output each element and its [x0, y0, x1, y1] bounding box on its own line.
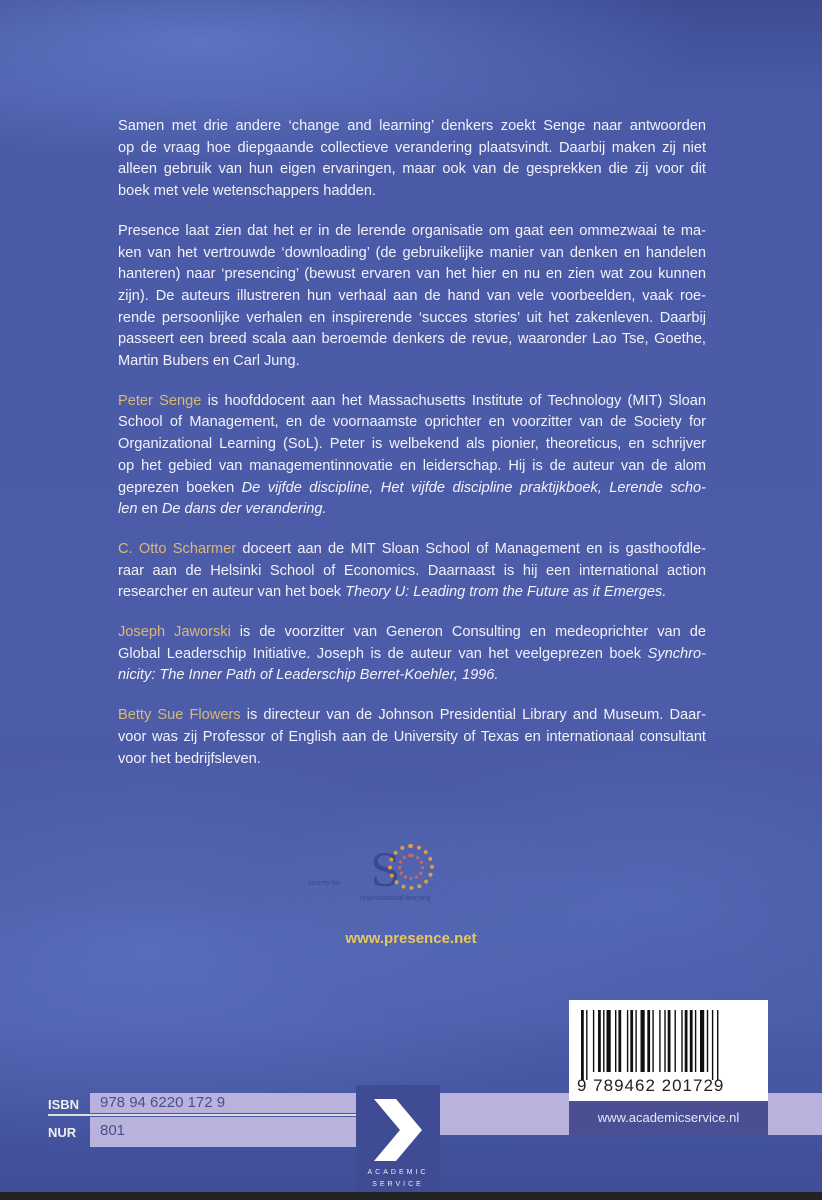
barcode-bar	[707, 1010, 708, 1072]
text-line	[118, 456, 706, 478]
text-segment: Global Leaderschip Initiative. Joseph is de auteur van het veelgeprezen boek	[118, 645, 648, 662]
barcode-bar	[581, 1010, 584, 1080]
barcode-bar	[586, 1010, 587, 1080]
text-line	[118, 622, 706, 644]
author-name: C. Otto Scharmer	[118, 540, 237, 557]
isbn-value: 978 94 6220 172 9	[100, 1094, 226, 1111]
book-title: Synchro-	[647, 645, 706, 662]
text-line	[118, 499, 706, 521]
barcode-bar	[690, 1010, 693, 1072]
text-segment: raar aan de Helsinki School of Economics. Daarnaast is hij een international action	[118, 562, 706, 579]
barcode-bar	[659, 1010, 660, 1072]
text-line	[118, 329, 706, 351]
paragraph	[118, 116, 706, 203]
text-segment: geprezen boeken	[118, 479, 242, 496]
publisher-line1: ACADEMIC	[367, 1169, 429, 1176]
author-name: Peter Senge	[118, 392, 202, 409]
text-line	[118, 412, 706, 434]
barcode-bar	[641, 1010, 645, 1072]
barcode-digits: 9 789462 201729	[577, 1076, 725, 1095]
barcode-bar	[681, 1010, 682, 1072]
text-segment: zijn). De auteurs illustreren hun verhaal aan de hand van vele voorbeelden, vaak roe-	[118, 287, 706, 304]
text-line	[118, 705, 706, 727]
paragraph	[118, 221, 706, 373]
logo-bottom-text: organizational learning	[360, 895, 431, 902]
text-line	[118, 582, 706, 604]
text-line	[118, 749, 706, 771]
logo-letter-s: S	[370, 846, 401, 897]
book-title: Theory U: Leading trom the Future as it Emerges.	[345, 584, 667, 601]
barcode-bar	[603, 1010, 604, 1072]
text-segment: boek met vele wetenschappers hadden.	[118, 183, 376, 200]
text-segment: is hoofddocent aan het Massachusetts Institute of Technology (MIT) Sloan	[201, 392, 706, 409]
website-link[interactable]: www.presence.net	[345, 930, 477, 947]
isbn-label: ISBN	[48, 1097, 80, 1112]
barcode-bar	[695, 1010, 696, 1072]
bottom-edge	[0, 1192, 822, 1200]
book-title: De vijfde discipline, Het vijfde discipline praktijkboek, Lerende scho-	[241, 479, 706, 496]
text-line	[118, 665, 706, 687]
text-segment: School of Management, en de voornaamste oprichter en voorzitter van de Society for	[118, 414, 706, 431]
text-line	[118, 243, 706, 265]
text-segment: rende persoonlijke verhalen en inspirerende ‘succes stories’ uit het zakenleven. Daarbij	[118, 309, 706, 326]
divider	[48, 1114, 356, 1116]
text-segment: Samen met drie andere ‘change and learning’ denkers zoekt Senge naar antwoorden	[118, 118, 706, 134]
book-title: De dans der verandering.	[161, 501, 327, 518]
text-segment: passeert een breed scala aan beroemde denkers de revue, waaronder Lao Tse, Goethe,	[118, 331, 706, 348]
text-line	[118, 181, 706, 203]
text-line	[118, 159, 706, 181]
barcode-bar	[618, 1010, 621, 1072]
barcode-bar	[615, 1010, 616, 1072]
text-line	[118, 727, 706, 749]
text-segment: voor was zij Professor of English aan de University of Texas en internationaal consultant	[118, 728, 706, 745]
text-line	[118, 434, 706, 456]
barcode-bar	[652, 1010, 653, 1072]
barcode-bar	[717, 1010, 718, 1080]
text-line	[118, 116, 706, 138]
text-segment: hanteren) naar ‘presencing’ (bewust ervaren van het hier en nu en zien wat zou kunnen	[118, 266, 706, 283]
barcode-bar	[647, 1010, 650, 1072]
barcode-bar	[668, 1010, 671, 1072]
text-segment: Organizational Learning (SoL). Peter is welbekend als pionier, theoreticus, en schrijver	[118, 436, 706, 453]
barcode-bar	[700, 1010, 704, 1072]
barcode	[569, 1000, 768, 1101]
text-line	[118, 308, 706, 330]
chevron-right-icon	[370, 1095, 426, 1165]
barcode-bar	[635, 1010, 636, 1072]
barcode-bars	[581, 1010, 759, 1080]
text-segment: op het gebied van managementinnovatie en leiderschap. Hij is de auteur van de alom	[118, 457, 706, 474]
text-line	[118, 351, 706, 373]
book-title: nicity: The Inner Path of Leaderschip Berret-Koehler, 1996.	[118, 667, 499, 684]
barcode-bar	[607, 1010, 611, 1072]
paragraph	[118, 391, 706, 521]
text-line	[118, 478, 706, 500]
logo-inner-ring-icon	[398, 854, 424, 880]
barcode-bar	[627, 1010, 628, 1072]
author-name: Joseph Jaworski	[118, 624, 231, 641]
text-segment: doceert aan de MIT Sloan School of Management en is gasthoofdle-	[236, 540, 706, 557]
text-segment: researcher en auteur van het boek	[118, 584, 346, 601]
text-segment: is directeur van de Johnson Presidential Library and Museum. Daar-	[240, 707, 706, 724]
text-segment: op de vraag hoe diepgaande collectieve verandering plaatsvindt. Daarbij maken zij niet	[118, 139, 706, 156]
text-line	[118, 138, 706, 160]
paragraph	[118, 539, 706, 604]
barcode-bar	[664, 1010, 665, 1072]
nur-band	[90, 1117, 356, 1147]
paragraph	[118, 705, 706, 770]
publisher-url[interactable]: www.academicservice.nl	[569, 1101, 768, 1135]
text-line	[118, 539, 706, 561]
nur-value: 801	[100, 1122, 126, 1139]
text-line	[118, 644, 706, 666]
text-segment: is de voorzitter van Generon Consulting en medeoprichter van de	[230, 624, 706, 641]
logo-top-text: society for	[308, 880, 340, 887]
back-cover-text	[118, 116, 706, 788]
text-segment: alleen gebruik van hun eigen ervaringen, maar ook van de gesprekken die zij voor dit	[118, 161, 706, 178]
text-segment: Martin Bubers en Carl Jung.	[118, 353, 300, 370]
barcode-bar	[675, 1010, 676, 1072]
barcode-bar	[593, 1010, 594, 1072]
text-segment: Presence laat zien dat het er in de lerende organisatie om gaat een ommezwaai te ma-	[118, 222, 706, 239]
barcode-bar	[712, 1010, 713, 1080]
text-segment: voor het bedrijfsleven.	[118, 750, 261, 767]
author-name: Betty Sue Flowers	[118, 707, 241, 724]
barcode-bar	[685, 1010, 688, 1072]
paragraph	[118, 622, 706, 687]
text-line	[118, 561, 706, 583]
text-line	[118, 391, 706, 413]
text-segment: ken van het vertrouwde ‘downloading’ (de gebruikelijke manier van denken en handelen	[118, 244, 706, 261]
barcode-bar	[630, 1010, 633, 1072]
text-segment: en	[137, 501, 162, 518]
text-line	[118, 264, 706, 286]
nur-label: NUR	[48, 1125, 77, 1140]
academic-service-logo	[356, 1085, 440, 1200]
barcode-bar	[598, 1010, 601, 1072]
text-line	[118, 221, 706, 243]
book-title: len	[118, 501, 138, 518]
publisher-line2: SERVICE	[372, 1181, 424, 1188]
sol-logo	[300, 840, 470, 910]
text-line	[118, 286, 706, 308]
